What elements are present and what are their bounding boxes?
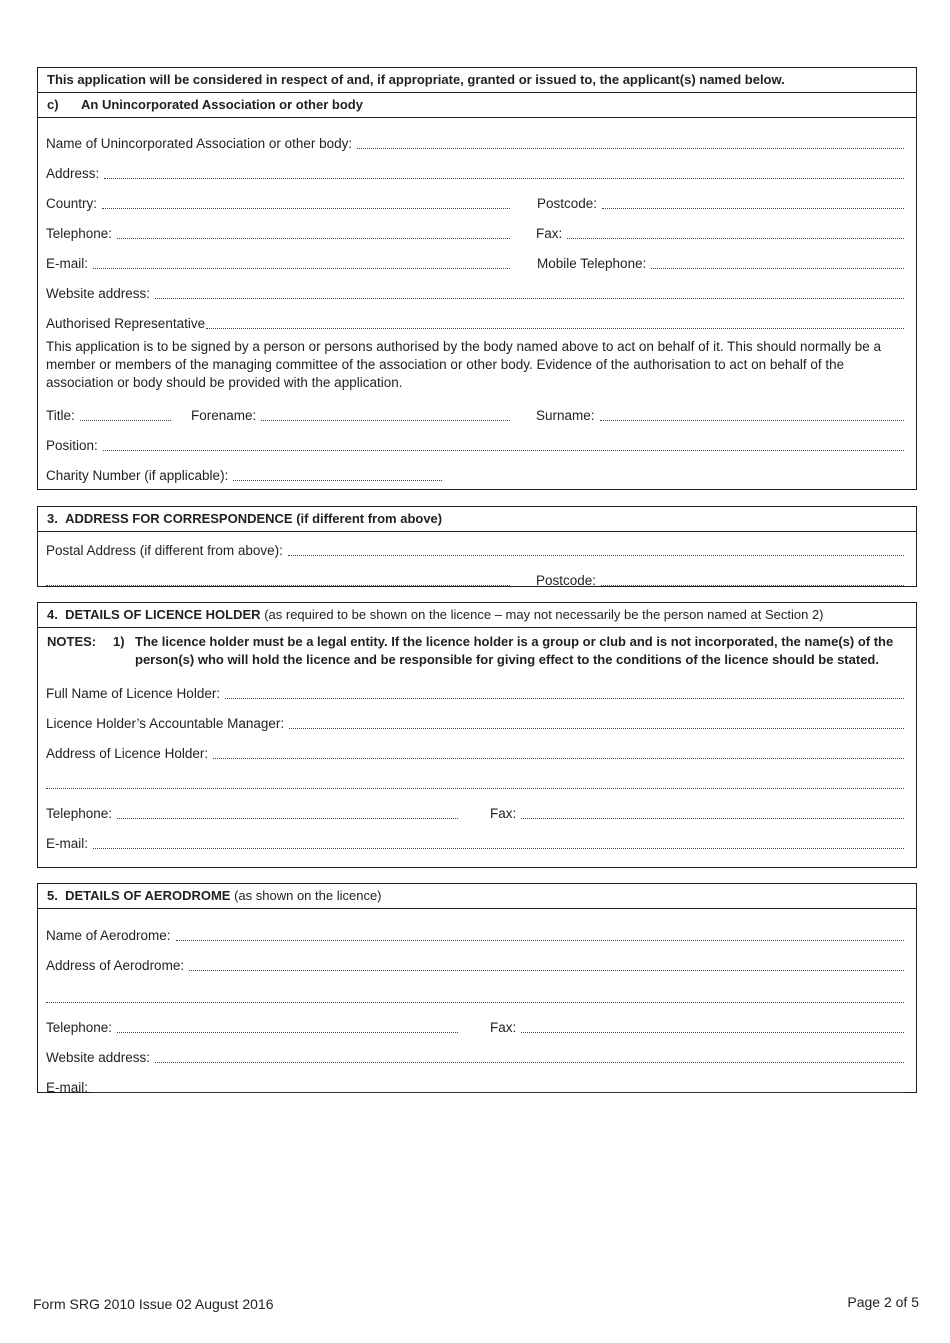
sub-c-letter: c) xyxy=(47,97,59,112)
section-3-heading: 3. ADDRESS FOR CORRESPONDENCE (if different from above) xyxy=(38,507,916,532)
section-3-correspondence xyxy=(37,506,917,587)
assoc-country-row xyxy=(38,182,916,212)
assoc-telephone-row xyxy=(38,212,916,242)
section-5-heading: 5. DETAILS OF AERODROME (as shown on the licence) xyxy=(38,884,916,909)
assoc-name-field[interactable]: Name of Unincorporated Association or other body: xyxy=(46,136,904,152)
sub-c-heading xyxy=(38,93,916,118)
aerodrome-email-row xyxy=(38,1066,916,1096)
postal-address-line2[interactable] xyxy=(46,573,510,589)
licence-email-row xyxy=(38,822,916,852)
assoc-signatory-row xyxy=(38,394,916,424)
assoc-address-row xyxy=(38,152,916,182)
assoc-charity-row xyxy=(38,454,916,484)
aerodrome-telephone-row xyxy=(38,1006,916,1036)
aerodrome-fax-field[interactable]: Fax: xyxy=(490,1020,904,1036)
sub-c-title: An Unincorporated Association or other body xyxy=(81,97,363,112)
assoc-surname-field[interactable]: Surname: xyxy=(536,408,904,424)
licence-address-field[interactable]: Address of Licence Holder: xyxy=(46,746,904,762)
aerodrome-website-row xyxy=(38,1036,916,1066)
page-number: Page 2 of 5 xyxy=(847,1294,919,1310)
assoc-title-field[interactable]: Title: xyxy=(46,408,171,424)
assoc-telephone-field[interactable]: Telephone: xyxy=(46,226,510,242)
intro-heading: This application will be considered in respect of and, if appropriate, granted or issued to, the applicant(s) named below. xyxy=(38,68,916,93)
aerodrome-address-line2-row xyxy=(38,974,916,1006)
assoc-address-field[interactable]: Address: xyxy=(46,166,904,182)
assoc-position-field[interactable]: Position: xyxy=(46,438,904,454)
licence-manager-field[interactable]: Licence Holder’s Accountable Manager: xyxy=(46,716,904,732)
assoc-fax-field[interactable]: Fax: xyxy=(536,226,904,242)
aerodrome-name-row xyxy=(38,909,916,944)
section-5-aerodrome xyxy=(37,883,917,1093)
licence-telephone-row xyxy=(38,792,916,822)
section-4-licence-holder xyxy=(37,602,917,868)
assoc-website-field[interactable]: Website address: xyxy=(46,286,904,302)
assoc-forename-field[interactable]: Forename: xyxy=(191,408,510,424)
assoc-website-row xyxy=(38,272,916,302)
assoc-mobile-field[interactable]: Mobile Telephone: xyxy=(537,256,904,272)
section-4-notes: NOTES: 1) The licence holder must be a legal entity. If the licence holder is a group or club and is not incorporated, the name(s) of the person(s) who will hold the licence and be responsible for giving effect to the conditions of the licence should be stated. xyxy=(47,634,894,667)
section-4-heading: 4. DETAILS OF LICENCE HOLDER (as required to be shown on the licence – may not necessarily be the person named at Section 2) xyxy=(38,603,916,628)
assoc-authorised-row xyxy=(38,302,916,332)
assoc-country-field[interactable]: Country: xyxy=(46,196,510,212)
licence-address-line2-row xyxy=(38,762,916,792)
licence-email-field[interactable]: E-mail: xyxy=(46,836,904,852)
postal-address-row xyxy=(38,532,916,559)
licence-full-name-row xyxy=(38,668,916,702)
aerodrome-email-field[interactable]: E-mail: xyxy=(46,1080,904,1096)
aerodrome-address-row xyxy=(38,944,916,974)
assoc-email-row xyxy=(38,242,916,272)
assoc-position-row xyxy=(38,424,916,454)
aerodrome-address-line2[interactable] xyxy=(46,990,904,1006)
licence-full-name-field[interactable]: Full Name of Licence Holder: xyxy=(46,686,904,702)
postal-address-field[interactable]: Postal Address (if different from above): xyxy=(46,543,904,559)
aerodrome-address-field[interactable]: Address of Aerodrome: xyxy=(46,958,904,974)
assoc-authorised-field[interactable]: Authorised Representative xyxy=(46,316,904,332)
applicant-section xyxy=(37,67,917,490)
licence-telephone-field[interactable]: Telephone: xyxy=(46,806,458,822)
aerodrome-telephone-field[interactable]: Telephone: xyxy=(46,1020,458,1036)
licence-fax-field[interactable]: Fax: xyxy=(490,806,904,822)
aerodrome-website-field[interactable]: Website address: xyxy=(46,1050,904,1066)
licence-manager-row xyxy=(38,702,916,732)
assoc-postcode-field[interactable]: Postcode: xyxy=(537,196,904,212)
licence-address-line2[interactable] xyxy=(46,776,904,792)
postal-postcode-field[interactable]: Postcode: xyxy=(536,573,904,589)
postal-postcode-row xyxy=(38,559,916,589)
aerodrome-name-field[interactable]: Name of Aerodrome: xyxy=(46,928,904,944)
form-reference: Form SRG 2010 Issue 02 August 2016 xyxy=(33,1296,274,1312)
assoc-charity-field[interactable]: Charity Number (if applicable): xyxy=(46,468,442,484)
assoc-name-row xyxy=(38,122,916,152)
authorisation-paragraph: This application is to be signed by a person or persons authorised by the body named above to act on behalf of it. This should normally be a member or members of the managing committee of the association or other body. Evidence of the authorisation to act on behalf of the association or body should be provided with the application. xyxy=(46,339,882,390)
assoc-email-field[interactable]: E-mail: xyxy=(46,256,510,272)
licence-address-row xyxy=(38,732,916,762)
